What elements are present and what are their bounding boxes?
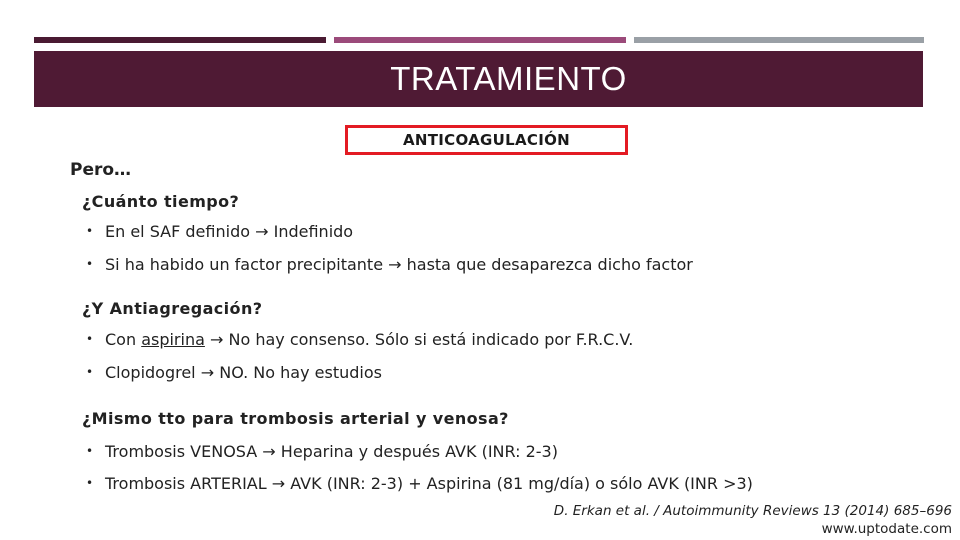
intro-text: Pero…: [70, 160, 132, 180]
question-same-treatment: ¿Mismo tto para trombosis arterial y venosa?: [82, 409, 509, 428]
slide-subtitle: ANTICOAGULACIÓN: [403, 131, 570, 149]
bullet-glyph: •: [86, 444, 94, 458]
title-banner: [34, 51, 923, 107]
list-item: • Clopidogrel → NO. No hay estudios: [86, 363, 382, 382]
slide-title: TRATAMIENTO: [390, 60, 627, 97]
arrow-icon: →: [388, 255, 402, 274]
arrow-icon: →: [255, 222, 269, 241]
reference-website: www.uptodate.com: [821, 521, 952, 537]
list-item: • Con aspirina → No hay consenso. Sólo si está indicado por F.R.C.V.: [86, 330, 634, 349]
bullet-glyph: •: [86, 476, 94, 490]
arrow-icon: →: [262, 442, 276, 461]
arrow-icon: →: [200, 363, 215, 382]
arrow-icon: →: [210, 330, 224, 349]
list-item: • En el SAF definido → Indefinido: [86, 222, 354, 241]
subtitle-box: [345, 125, 628, 155]
reference-journal: D. Erkan et al. / Autoimmunity Reviews 13 (2014) 685–696: [553, 503, 952, 519]
arrow-icon: →: [271, 474, 286, 493]
question-antiplatelet: ¿Y Antiagregación?: [82, 299, 263, 318]
underlined-term: aspirina: [141, 330, 205, 349]
list-item: • Trombosis VENOSA → Heparina y después AVK (INR: 2-3): [86, 442, 558, 461]
bullet-glyph: •: [86, 224, 94, 238]
reference-citation: [554, 502, 952, 538]
top-stripe-gray: [634, 37, 924, 43]
list-item: • Si ha habido un factor precipitante → hasta que desaparezca dicho factor: [86, 255, 693, 274]
top-stripe-dark: [34, 37, 326, 43]
question-duration: ¿Cuánto tiempo?: [82, 192, 240, 211]
bullet-glyph: •: [86, 332, 94, 346]
list-item: • Trombosis ARTERIAL → AVK (INR: 2-3) + Aspirina (81 mg/día) o sólo AVK (INR >3): [86, 474, 753, 493]
bullet-glyph: •: [86, 257, 94, 271]
bullet-glyph: •: [86, 365, 94, 379]
top-stripe-mauve: [334, 37, 626, 43]
